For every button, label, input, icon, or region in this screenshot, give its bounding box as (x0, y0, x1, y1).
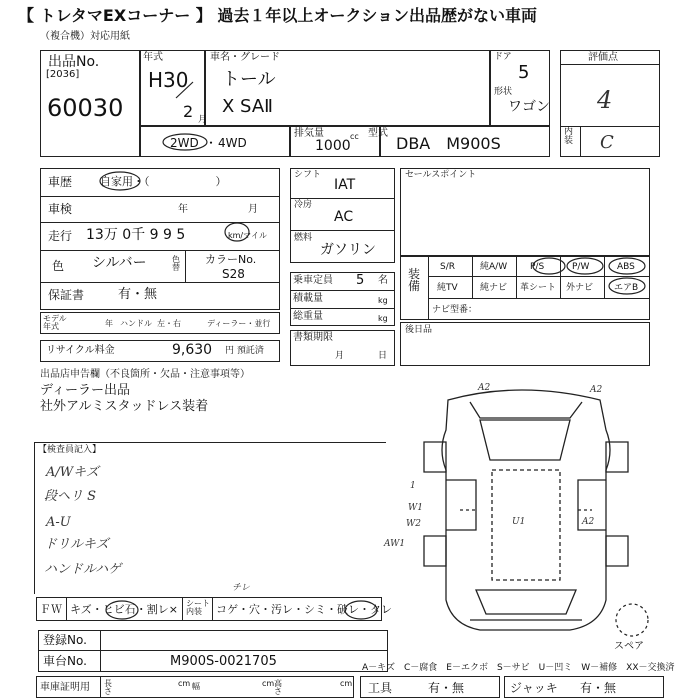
declaration-line1: ディーラー出品 (40, 383, 130, 398)
load-unit: kg (378, 296, 388, 305)
capacity-value: 5 (356, 273, 365, 288)
equip-pw: P/W (572, 262, 590, 272)
model-year-unit: 年 (105, 319, 113, 328)
chassis-label: 車台No. (43, 654, 87, 668)
doc-month: 月 (335, 351, 345, 361)
fw-label: ＦＷ (40, 603, 62, 616)
model-year-label: モデル年式 (43, 314, 67, 331)
seat-value: コゲ・穴・汚レ・シミ・破レ・タレ (216, 603, 392, 616)
score-value: 4 (597, 86, 613, 114)
equip-tv: 純TV (437, 283, 458, 293)
cert-length-unit: cm (178, 679, 191, 688)
cert-label: 車庫証明用 (40, 682, 90, 693)
ac-value: AC (334, 209, 354, 225)
tool-label: 工具 (368, 681, 393, 695)
equip-sr: S/R (440, 262, 455, 272)
interior-label: 内装 (564, 127, 574, 146)
disp-value: 1000 (315, 138, 351, 154)
lot-tag: [2036] (46, 69, 80, 80)
name-label: 車名・グレード (210, 52, 280, 63)
shaken-label: 車検 (48, 202, 73, 216)
rekireki-value: 自家用・（ ） (100, 175, 227, 188)
capacity-label: 乗車定員 (293, 275, 333, 286)
drive-sep: ・ (205, 136, 218, 150)
month-unit: 月 (198, 115, 208, 125)
gross-unit: kg (378, 314, 388, 323)
score-label: 評価点 (588, 52, 618, 63)
handle-value: 左・右 (157, 319, 181, 328)
gross-label: 総重量 (293, 311, 323, 322)
reg-label: 登録No. (43, 633, 87, 647)
doc-label: 書類期限 (293, 332, 333, 343)
diagram-mark-8: W2 (406, 519, 421, 529)
sub-header: （複合機）対応用紙 (40, 31, 130, 42)
fuel-value: ガソリン (320, 242, 376, 258)
diagram-mark-6: AW1 (384, 539, 406, 549)
color-label: 色 (52, 259, 65, 273)
header-title: 【 トレタマEXコーナー 】 過去１年以上オークション出品歴がない車両 (18, 6, 538, 25)
recycle-unit: 円 預託済 (225, 346, 264, 356)
seat-mark: チレ (232, 583, 250, 593)
shift-value: IAT (334, 177, 356, 193)
shift-label: シフト (294, 170, 322, 180)
inspector-note-3: A-U (46, 515, 71, 530)
equip-airbag: エアB (614, 283, 639, 293)
doc-day: 日 (378, 351, 388, 361)
equip-navi: 純ナビ (480, 283, 508, 293)
jack-value: 有・無 (580, 681, 617, 695)
capacity-unit: 名 (378, 275, 388, 286)
type-label: 型式 (368, 128, 388, 139)
sales-label: セールスポイント (405, 170, 477, 180)
inspector-note-5: ハンドルハゲ (44, 562, 122, 577)
dealer-label: ディーラー・並行 (207, 319, 271, 328)
damage-legend: A－キズ C－腐食 E－エクボ S－サビ U－凹ミ W－補修 XX－交換済 (362, 663, 675, 673)
fw-value: キズ・ヒビ石・割レ× (70, 603, 178, 616)
diagram-mark-7: 1 (410, 481, 416, 491)
type-value: DBA M900S (396, 134, 501, 153)
mileage-unit: km/マイル (228, 231, 267, 240)
warranty-label: 保証書 (48, 288, 85, 302)
equip-aw: 純A/W (480, 262, 508, 272)
shape-label: 形状 (494, 87, 513, 97)
rekireki-label: 車歴 (48, 175, 73, 189)
inspector-note-4: ドリルキズ (44, 537, 109, 552)
recycle-value: 9,630 (172, 342, 213, 358)
cert-height-unit: cm (340, 679, 353, 688)
diagram-mark-4: U1 (512, 517, 526, 527)
diagram-mark-1: A2 (478, 383, 491, 393)
recycle-label: リサイクル料金 (46, 345, 115, 356)
shaken-year: 年 (178, 204, 188, 215)
lot-label: 出品No. (48, 54, 100, 70)
seat-label: シート内装 (186, 599, 210, 616)
shape-value: ワゴン (508, 99, 550, 115)
month-value: 2 (183, 102, 194, 121)
disp-label: 排気量 (294, 128, 324, 139)
handle-label: ハンドル (120, 319, 152, 328)
tool-value: 有・無 (428, 681, 465, 695)
cert-width-unit: cm (262, 679, 275, 688)
navi-model-label: ナビ型番： (432, 305, 478, 315)
equip-ps: P/S (530, 262, 545, 272)
diagram-mark-2: A2 (590, 385, 603, 395)
jack-label: ジャッキ (510, 681, 558, 695)
cert-width: 幅 (192, 682, 200, 691)
mileage-value: 13万 0千 9 9 5 (86, 227, 186, 243)
drive-2wd: 2WD (170, 136, 199, 150)
door-label: ドア (494, 52, 512, 62)
lot-number: 60030 (47, 94, 124, 122)
spare-label: スペア (614, 641, 644, 652)
disp-unit: cc (350, 132, 359, 141)
warranty-value: 有・無 (118, 287, 158, 302)
year-label: 年式 (143, 52, 163, 63)
later-label: 後日品 (405, 325, 433, 335)
shaken-month: 月 (248, 204, 258, 215)
color-change: 色替 (172, 255, 180, 272)
door-value: 5 (518, 62, 530, 83)
diagram-mark-3: W1 (408, 503, 423, 513)
equip-leather: 革シート (520, 283, 557, 293)
chassis-value: M900S-0021705 (170, 654, 277, 669)
equipment-label: 装備 (408, 267, 421, 293)
color-value: シルバー (92, 255, 147, 271)
diagram-mark-5: A2 (582, 517, 595, 527)
ac-label: 冷房 (294, 200, 313, 210)
grade: X SAⅡ (222, 96, 273, 117)
declaration-label: 出品店申告欄（不良箇所・欠品・注意事項等） (40, 369, 250, 380)
color-no-value: S28 (222, 267, 245, 281)
fuel-label: 燃料 (294, 233, 313, 243)
drive-4wd: 4WD (218, 136, 247, 150)
inspector-note-1: A/Wキズ (46, 465, 99, 480)
inspector-note-2: 段ヘリ S (44, 489, 97, 504)
interior-value: C (600, 132, 614, 153)
equip-abs: ABS (617, 262, 635, 272)
car-name: トール (222, 69, 276, 90)
mileage-label: 走行 (48, 229, 73, 243)
equip-ext-navi: 外ナビ (566, 283, 594, 293)
inspector-label: 【検査員記入】 (38, 445, 102, 455)
load-label: 積載量 (293, 293, 323, 304)
cert-length: 長さ (104, 679, 112, 696)
color-no-label: カラーNo. (205, 253, 257, 266)
cert-height: 高さ (274, 679, 282, 696)
year-value: H30 (148, 68, 189, 92)
declaration-line2: 社外アルミスタッドレス装着 (40, 399, 209, 414)
